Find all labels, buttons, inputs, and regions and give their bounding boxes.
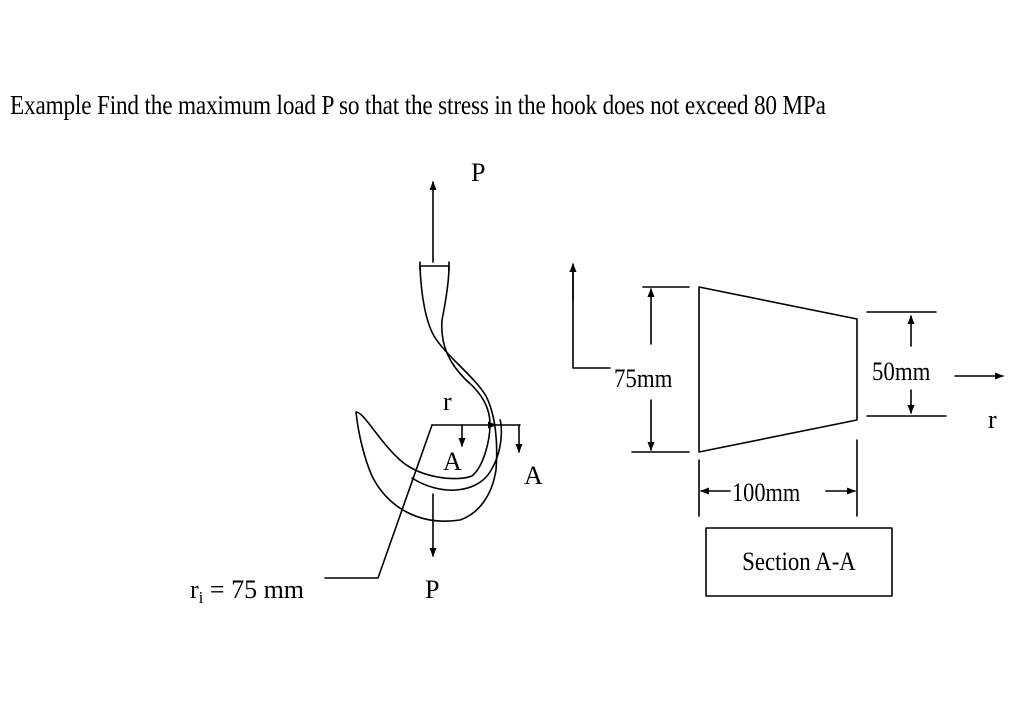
dim-75-label: 75mm — [614, 364, 673, 394]
hook-shank-cap — [420, 262, 449, 270]
dim-50-label: 50mm — [872, 357, 931, 387]
dim-100-label: 100mm — [731, 478, 801, 508]
problem-statement: Example Find the maximum load P so that the stress in the hook does not exceed 80 MPa — [10, 90, 826, 120]
inner-radius-label: ri = 75 mm — [190, 575, 305, 607]
section-axis — [573, 268, 610, 368]
load-top-label: P — [471, 158, 486, 187]
section-trapezoid — [699, 287, 857, 452]
radius-coord-label: r — [443, 387, 452, 416]
inner-radius-leader — [325, 425, 432, 578]
radial-axis-label: r — [988, 405, 997, 434]
section-mark-inner-label: A — [443, 447, 462, 476]
load-bottom-label: P — [425, 575, 440, 604]
section-caption: Section A-A — [742, 547, 856, 577]
section-mark-outer-label: A — [524, 461, 543, 490]
hook-outer-contour — [356, 266, 497, 521]
